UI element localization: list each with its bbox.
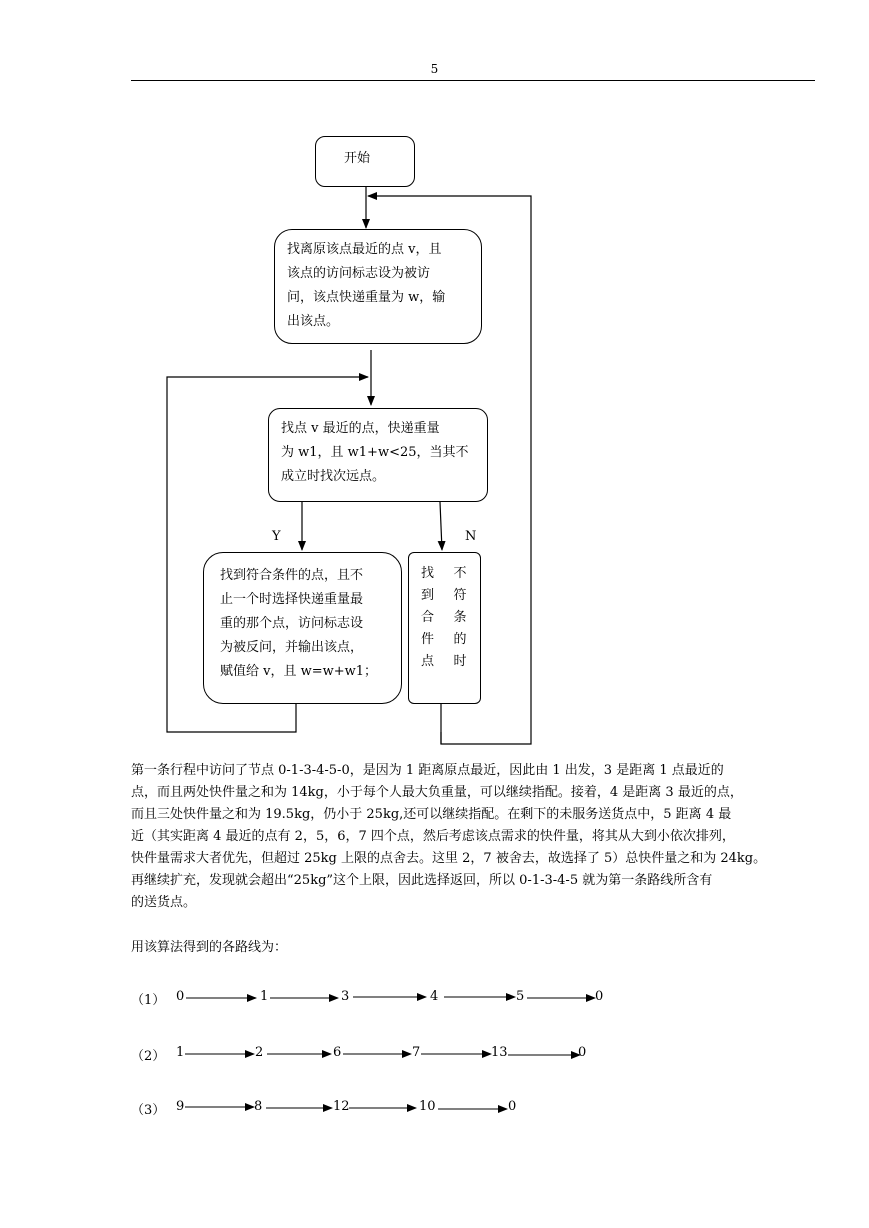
route-node: 2	[255, 1045, 264, 1060]
process-box-find-nearest	[274, 229, 482, 344]
start-label: 开始	[344, 151, 371, 166]
box3-line: 止一个时选择快递重量最	[220, 592, 364, 607]
route-label: （2）	[131, 1049, 166, 1064]
route-node: 7	[412, 1045, 421, 1060]
route-label: （1）	[131, 993, 166, 1008]
route-3-arrows	[131, 1099, 631, 1119]
paragraph-line: 的送货点。	[131, 895, 197, 910]
route-node: 10	[419, 1099, 436, 1114]
route-node: 3	[341, 989, 350, 1004]
box4-char: 合	[421, 610, 435, 625]
explanation-paragraph	[131, 760, 817, 914]
route-node: 0	[176, 989, 185, 1004]
box4-char: 的	[453, 632, 467, 647]
route-2	[131, 1045, 631, 1065]
box4-char: 时	[453, 654, 467, 669]
paragraph-line: 而且三处快件量之和为 19.5kg，仍小于 25kg,还可以继续指配。在剩下的未服务送货点中，5 距离 4 最	[131, 807, 732, 822]
box1-line: 问，该点快递重量为 w，输	[287, 290, 446, 305]
process-box-found	[203, 552, 402, 704]
paragraph-line: 第一条行程中访问了节点 0-1-3-4-5-0，是因为 1 距离原点最近，因此由 1 出发，3 是距离 1 点最近的	[131, 763, 724, 778]
route-node: 0	[508, 1099, 517, 1114]
box4-char: 不	[453, 566, 467, 581]
box3-line: 重的那个点，访问标志设	[220, 616, 364, 631]
route-node: 1	[176, 1045, 185, 1060]
page-number: 5	[430, 62, 439, 76]
box2-line: 为 w1，且 w1+w<25，当其不	[281, 445, 469, 460]
route-2-arrows	[131, 1045, 631, 1065]
box3-line: 赋值给 v，且 w=w+w1；	[220, 664, 378, 679]
box4-char: 件	[421, 632, 435, 647]
routes-intro	[131, 937, 817, 959]
paragraph-line: 再继续扩充，发现就会超出“25kg”这个上限，因此选择返回，所以 0-1-3-4-5 就为第一条路线所含有	[131, 873, 713, 888]
box1-line: 该点的访问标志设为被访	[287, 266, 431, 281]
route-1	[131, 989, 631, 1009]
box2-line: 成立时找次远点。	[281, 469, 386, 484]
paragraph-line: 点，而且两处快件量之和为 14kg，小于每个人最大负重量，可以继续指配。接着，4 是距离 3 最近的点，	[131, 785, 743, 800]
paragraph-line: 近（其实距离 4 最近的点有 2，5，6，7 四个点，然后考虑该点需求的快件量，将其从大到小依次排列，	[131, 829, 735, 844]
box2-line: 找点 v 最近的点，快递重量	[281, 421, 440, 436]
box1-line: 找离原该点最近的点 v，且	[287, 242, 442, 257]
route-3	[131, 1099, 631, 1119]
route-1-arrows	[131, 989, 631, 1009]
box4-char: 符	[453, 588, 467, 603]
route-node: 6	[333, 1045, 342, 1060]
arrow-no	[440, 502, 442, 550]
route-node: 1	[260, 989, 269, 1004]
route-node: 9	[176, 1099, 185, 1114]
box4-char: 找	[421, 566, 435, 581]
no-label: N	[465, 529, 477, 544]
box3-line: 找到符合条件的点，且不	[220, 568, 364, 583]
process-box-find-next	[268, 408, 488, 502]
route-label: （3）	[131, 1103, 166, 1118]
route-node: 0	[578, 1045, 587, 1060]
box4-char: 点	[421, 654, 435, 669]
route-node: 8	[254, 1099, 263, 1114]
box4-char: 到	[421, 588, 435, 603]
box4-char: 条	[453, 610, 467, 625]
box3-line: 为被反问，并输出该点，	[220, 640, 364, 655]
paragraph-line: 快件量需求大者优先，但超过 25kg 上限的点舍去。这里 2，7 被舍去，故选择了 5）总快件量之和为 24kg。	[131, 851, 767, 866]
box1-line: 出该点。	[287, 314, 340, 329]
route-node: 12	[333, 1099, 350, 1114]
route-node: 0	[595, 989, 604, 1004]
routes-intro-text: 用该算法得到的各路线为：	[131, 940, 288, 955]
start-box	[315, 136, 415, 187]
route-node: 4	[430, 989, 439, 1004]
yes-label: Y	[272, 529, 281, 544]
route-node: 5	[516, 989, 525, 1004]
process-box-not-found	[408, 552, 481, 704]
route-node: 13	[491, 1045, 508, 1060]
